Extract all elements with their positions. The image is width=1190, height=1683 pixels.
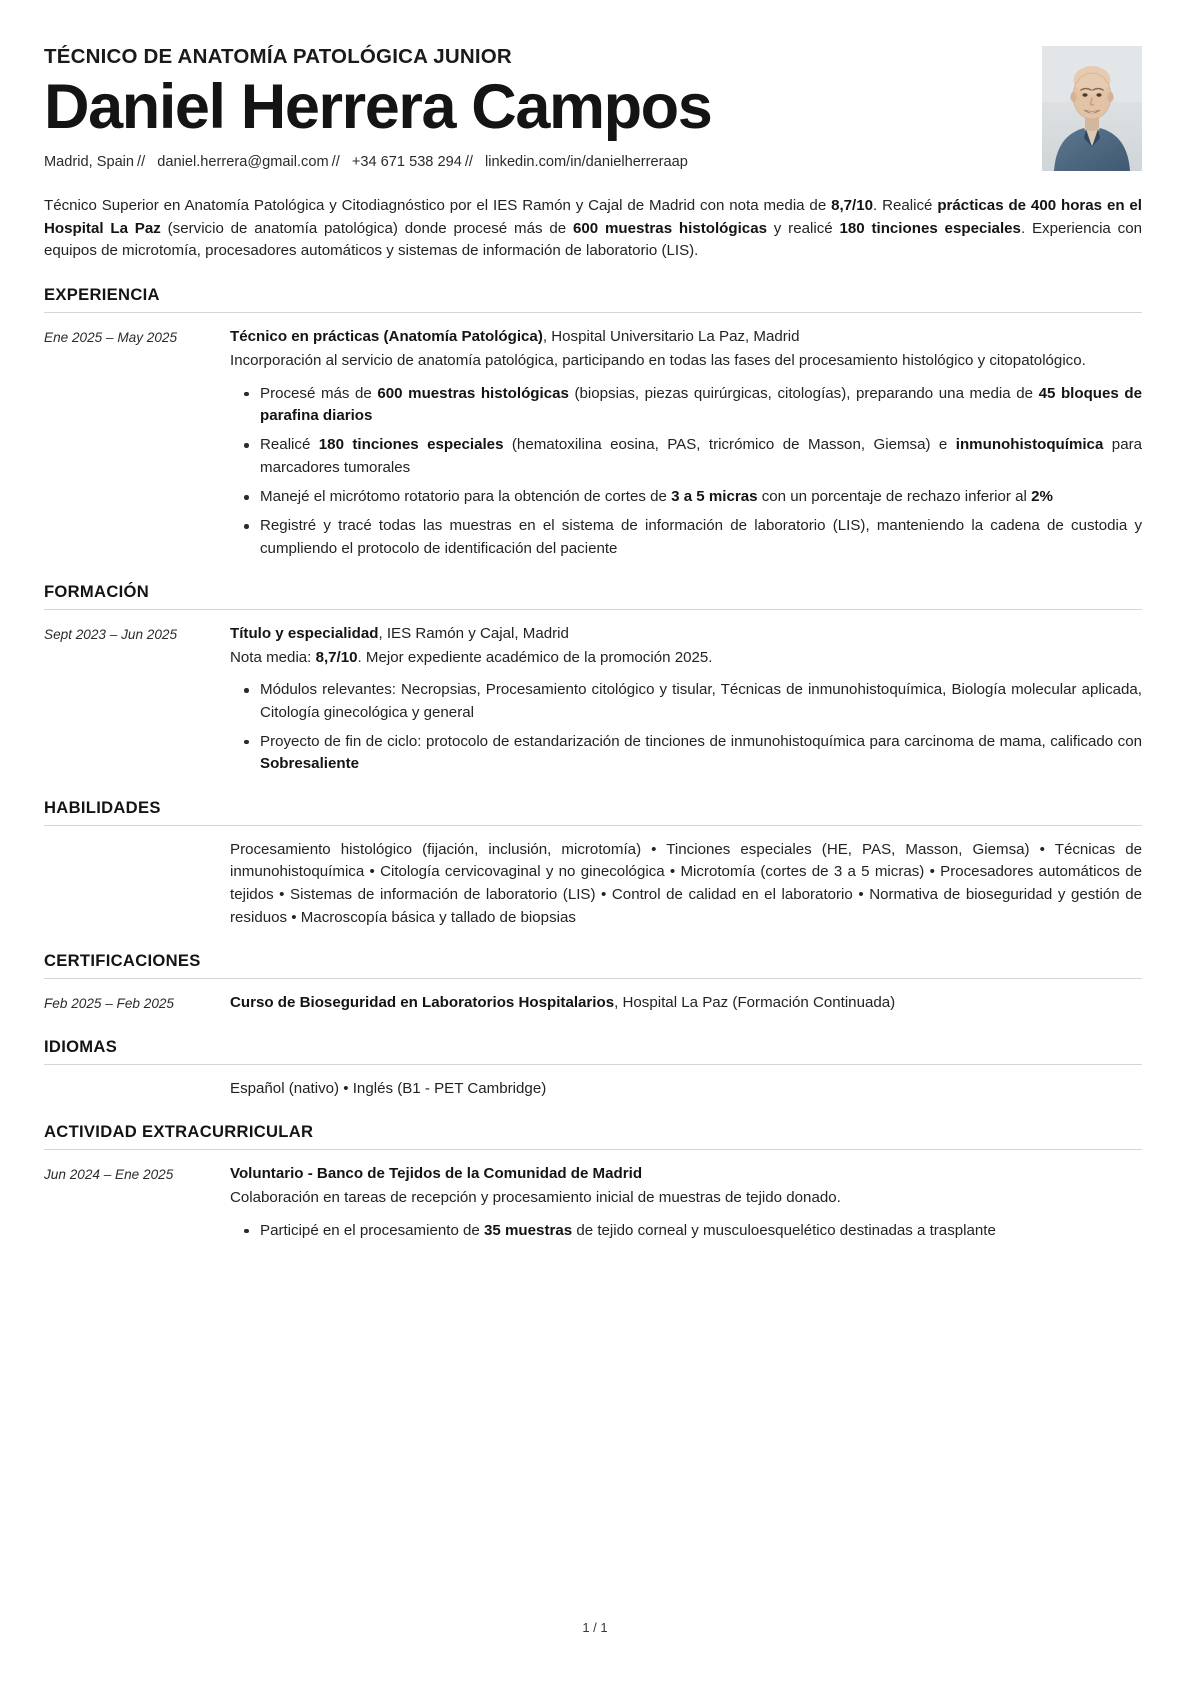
avatar: [1042, 46, 1142, 171]
education-grade-line: [230, 647, 1142, 670]
section-title-skills: HABILIDADES: [44, 798, 1142, 826]
contact-separator: //: [331, 154, 340, 171]
bullet-text: Manejé el micrótomo rotatorio para la obtención de cortes de: [260, 488, 672, 505]
experience-date: Ene 2025 – May 2025: [44, 330, 178, 346]
summary-part: (servicio de anatomía patológica) donde procesé más de: [160, 219, 573, 237]
education-degree: Título y especialidad: [230, 624, 379, 642]
section-title-extracurricular: ACTIVIDAD EXTRACURRICULAR: [44, 1122, 1142, 1150]
extracurricular-body: [230, 1163, 1142, 1242]
section-experience: [44, 285, 1142, 560]
section-skills: [44, 798, 1142, 930]
education-school: , IES Ramón y Cajal, Madrid: [378, 624, 569, 642]
extracurricular-role-line: [230, 1163, 1142, 1186]
section-languages: [44, 1037, 1142, 1101]
experience-entry: [44, 313, 1142, 560]
section-certifications: [44, 951, 1142, 1015]
bullet-text: para marcadores tumorales: [260, 436, 1143, 476]
contact-phone[interactable]: +34 671 538 294: [351, 154, 462, 171]
page-indicator: 1 / 1: [582, 1620, 608, 1635]
certification-body: [230, 992, 1142, 1015]
contact-separator: //: [137, 154, 146, 171]
section-title-education: FORMACIÓN: [44, 582, 1142, 610]
section-title-certifications: CERTIFICACIONES: [44, 951, 1142, 979]
section-title-experience: EXPERIENCIA: [44, 285, 1142, 313]
certification-issuer: , Hospital La Paz (Formación Continuada): [614, 994, 896, 1012]
summary-highlight: prácticas de 400 horas en el Hospital La Paz: [44, 196, 1143, 237]
bullet-text: (biopsias, piezas quirúrgicas, citologías), preparando una media de: [568, 384, 1039, 402]
education-bullet-list: [230, 679, 1142, 775]
resume-header: [44, 44, 1142, 173]
bullet-text: Participé en el procesamiento de: [260, 1221, 485, 1239]
section-title-languages: IDIOMAS: [44, 1037, 1142, 1065]
certification-name-line: [230, 992, 1142, 1015]
bullet-highlight: 35 muestras: [484, 1221, 573, 1239]
summary-highlight: 600 muestras histológicas: [572, 219, 767, 237]
list-item: [260, 515, 1142, 560]
professional-summary: [44, 195, 1142, 264]
contact-separator: //: [464, 154, 473, 171]
bullet-text: de tejido corneal y musculoesquelético destinadas a trasplante: [572, 1221, 996, 1239]
extracurricular-entry: [44, 1150, 1142, 1242]
section-education: [44, 582, 1142, 776]
summary-part: y realicé: [766, 219, 840, 237]
education-body: [230, 623, 1142, 776]
bullet-text: Registré y tracé todas las muestras en el sistema de información de laboratorio (LIS), manteniendo la cadena de custodia y cumpliendo el protocolo de identificación del paciente: [260, 517, 1142, 557]
section-extracurricular: [44, 1122, 1142, 1242]
experience-bullet-list: [230, 383, 1142, 560]
skills-text: Procesamiento histológico (fijación, inclusión, microtomía) • Tinciones especiales (HE, PAS, Masson, Giemsa) • Técnicas de inmunohistoquímica • Citología cervicovaginal y no ginecológica • Microtomía (cortes de 3 a 5 micras) • Procesadores automáticos de tejidos • Sistemas de información de laboratorio (LIS) • Control de calidad en el laboratorio • Normativa de bioseguridad y gestión de residuos • Macroscopía básica y tallado de biopsias: [230, 840, 1142, 926]
candidate-name: Daniel Herrera Campos: [44, 71, 712, 142]
education-degree-line: [230, 623, 1142, 646]
summary-part: . Realicé: [873, 196, 938, 214]
certification-entry: [44, 979, 1142, 1015]
extracurricular-date: Jun 2024 – Ene 2025: [44, 1167, 174, 1183]
bullet-highlight: 600 muestras histológicas: [377, 384, 569, 402]
bullet-highlight: 180 tinciones especiales: [318, 436, 504, 454]
list-item: [260, 731, 1142, 776]
summary-highlight: 8,7/10: [831, 196, 874, 214]
summary-highlight: 180 tinciones especiales: [839, 219, 1021, 237]
experience-company: , Hospital Universitario La Paz, Madrid: [542, 328, 800, 346]
list-item: [260, 434, 1142, 479]
avatar-photo-icon: [1042, 46, 1142, 171]
education-grade-note: . Mejor expediente académico de la promoción 2025.: [357, 648, 713, 666]
bullet-highlight: 3 a 5 micras: [671, 488, 758, 505]
experience-description: Incorporación al servicio de anatomía patológica, participando en todas las fases del procesamiento histológico y citopatológico.: [230, 352, 1086, 370]
skills-entry: [44, 826, 1142, 930]
bullet-text: Proyecto de fin de ciclo: protocolo de estandarización de tinciones de inmunohistoquímica para carcinoma de mama, calificado con: [260, 732, 1142, 750]
bullet-highlight: 2%: [1031, 488, 1053, 505]
summary-part: Técnico Superior en Anatomía Patológica y Citodiagnóstico por el IES Ramón y Cajal de Madrid con nota media de: [44, 196, 832, 214]
bullet-highlight: 45 bloques de parafina diarios: [260, 384, 1142, 425]
education-date: Sept 2023 – Jun 2025: [44, 626, 178, 642]
extracurricular-description: Colaboración en tareas de recepción y procesamiento inicial de muestras de tejido donado.: [230, 1189, 841, 1207]
list-item: [260, 679, 1142, 724]
experience-role-line: [230, 326, 1142, 349]
list-item: [260, 1220, 1142, 1242]
contact-email[interactable]: daniel.herrera@gmail.com: [157, 154, 329, 171]
education-grade-label: Nota media:: [230, 648, 316, 666]
bullet-text: Módulos relevantes: Necropsias, Procesamiento citológico y tisular, Técnicas de inmunohistoquímica, Biología molecular aplicada, Citología ginecológica y general: [260, 681, 1142, 721]
bullet-highlight: inmunohistoquímica: [955, 436, 1104, 454]
experience-role: Técnico en prácticas (Anatomía Patológica): [230, 328, 543, 346]
extracurricular-bullet-list: [230, 1220, 1142, 1242]
certification-name: Curso de Bioseguridad en Laboratorios Hospitalarios: [230, 994, 615, 1012]
experience-body: [230, 326, 1142, 560]
bullet-highlight: Sobresaliente: [260, 755, 359, 773]
contact-linkedin[interactable]: linkedin.com/in/danielherreraap: [485, 154, 688, 171]
contact-location: Madrid, Spain: [44, 154, 135, 171]
education-grade-value: 8,7/10: [315, 648, 358, 666]
summary-part: . Experiencia con equipos de microtomía, procesadores automáticos y sistemas de información de laboratorio (LIS).: [44, 219, 1142, 260]
bullet-text: Realicé: [260, 436, 319, 454]
education-entry: [44, 610, 1142, 776]
bullet-text: (hematoxilina eosina, PAS, tricrómico de Masson, Giemsa) e: [503, 436, 956, 454]
bullet-text: Procesé más de: [260, 384, 378, 402]
list-item: [260, 383, 1142, 428]
contact-line: [44, 152, 1022, 172]
job-title: TÉCNICO DE ANATOMÍA PATOLÓGICA JUNIOR: [44, 45, 512, 68]
list-item: [260, 486, 1142, 508]
bullet-text: con un porcentaje de rechazo inferior al: [757, 488, 1032, 505]
header-text-block: [44, 44, 1042, 173]
extracurricular-role: Voluntario - Banco de Tejidos de la Comunidad de Madrid: [230, 1165, 643, 1183]
languages-text: Español (nativo) • Inglés (B1 - PET Cambridge): [230, 1079, 547, 1097]
languages-entry: [44, 1065, 1142, 1101]
certification-date: Feb 2025 – Feb 2025: [44, 996, 174, 1012]
